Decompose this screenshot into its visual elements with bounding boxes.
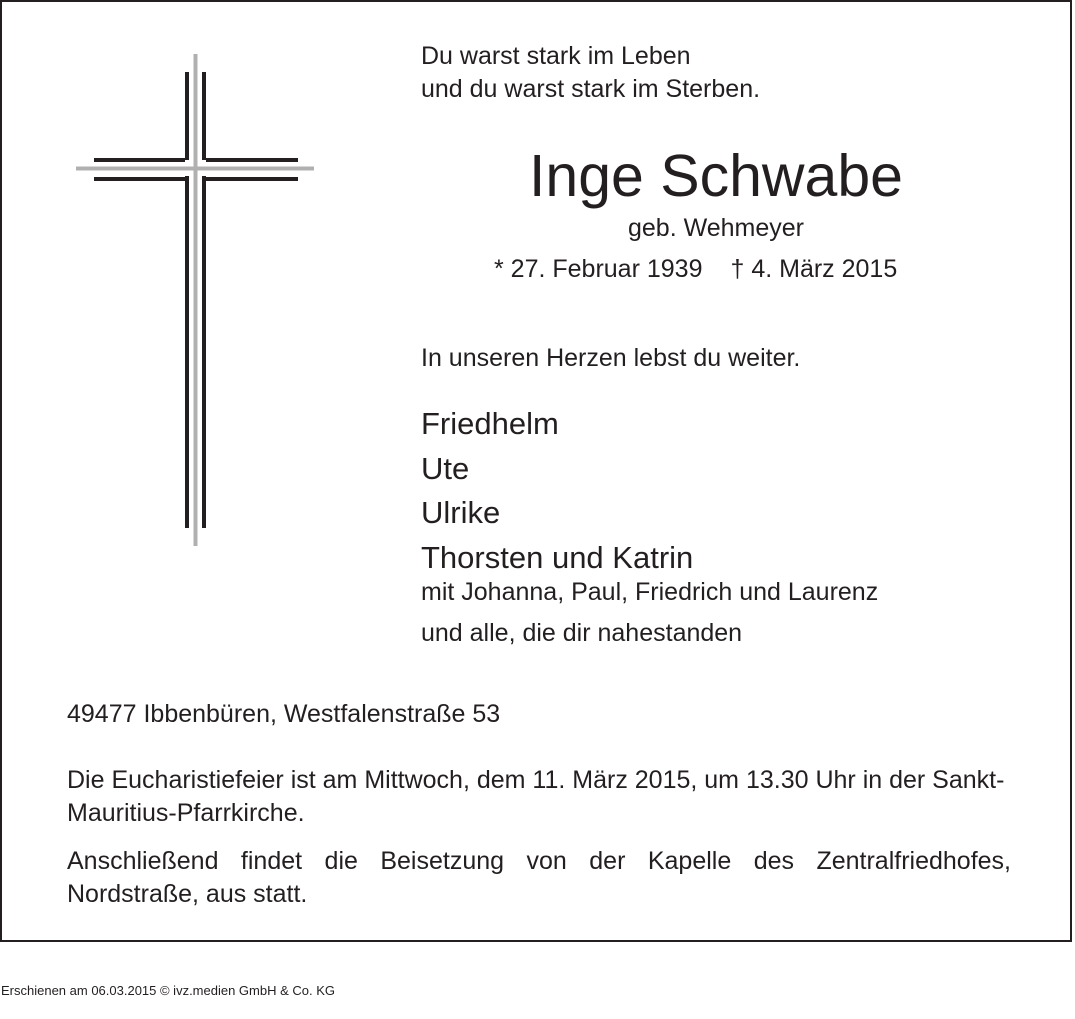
mourner: Ute [421, 450, 470, 486]
quote: In unseren Herzen lebst du weiter. [421, 344, 801, 372]
motto-line-1: Du warst stark im Leben [421, 42, 691, 70]
service-info: Die Eucharistiefeier ist am Mittwoch, dem 11. März 2015, um 13.30 Uhr in der Sankt-Mauritius-Pfarrkirche. [67, 766, 1005, 827]
mourner: Ulrike [421, 495, 501, 530]
grandchildren: mit Johanna, Paul, Friedrich und Laurenz [421, 578, 879, 606]
deceased-name: Inge Schwabe [529, 143, 903, 209]
burial-info: Anschließend findet die Beisetzung von der Kapelle des Zentralfriedhofes, Nordstraße, aus statt. [67, 847, 1011, 908]
motto [421, 40, 760, 106]
motto-line-2: und du warst stark im Sterben. [421, 75, 761, 103]
cross-icon [74, 52, 318, 548]
mourner: Thorsten und Katrin [421, 539, 694, 575]
mourners-list [421, 402, 693, 580]
mourner: Friedhelm [421, 406, 559, 441]
birth-date: * 27. Februar 1939 [494, 255, 703, 283]
publication-footer: Erschienen am 06.03.2015 © ivz.medien GmbH & Co. KG [1, 983, 336, 998]
maiden-name: geb. Wehmeyer [627, 214, 804, 242]
others: und alle, die dir nahestanden [421, 619, 743, 647]
life-dates [494, 254, 897, 284]
death-date: † 4. März 2015 [730, 255, 898, 283]
address: 49477 Ibbenbüren, Westfalenstraße 53 [67, 700, 501, 728]
